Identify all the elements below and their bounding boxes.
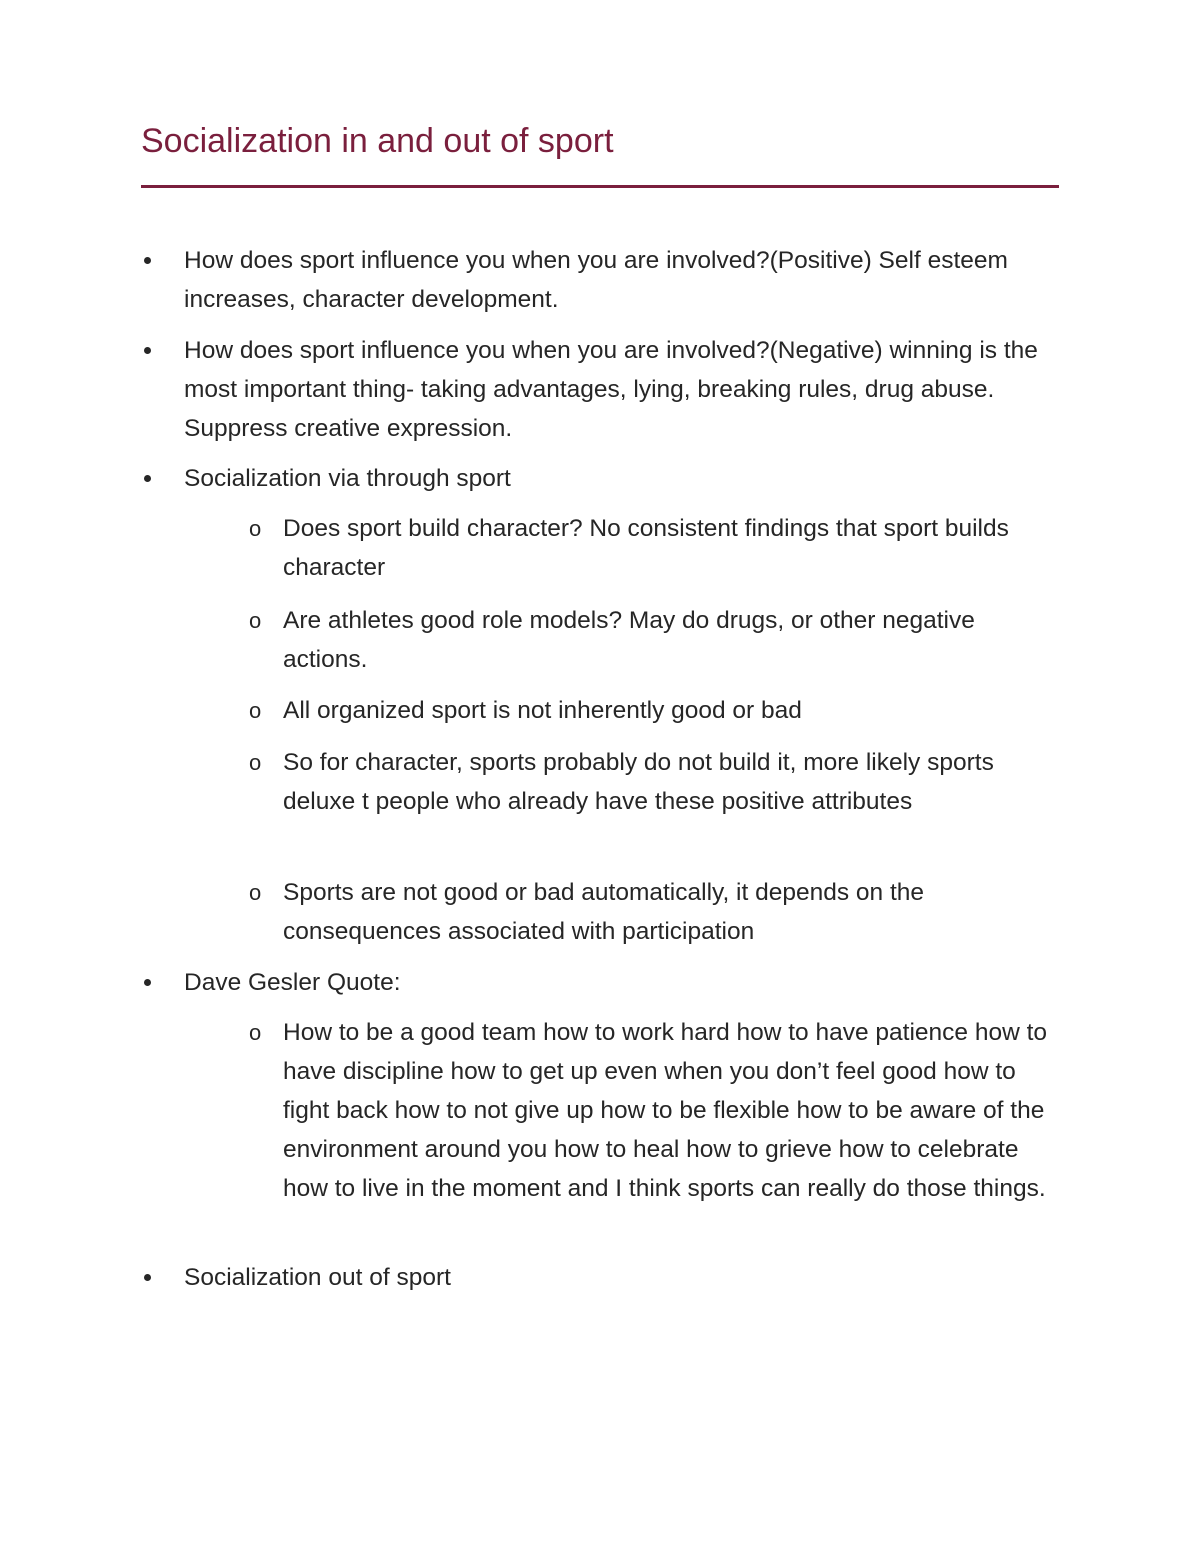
list-item-text: Socialization out of sport — [184, 1264, 451, 1291]
list-item-text: Dave Gesler Quote: — [184, 969, 401, 996]
sub-list-item — [249, 743, 1063, 821]
sub-list-item-text: Sports are not good or bad automatically, it depends on the consequences associated with participation — [283, 879, 925, 945]
list-item — [184, 1258, 1064, 1297]
sub-list-item-text: All organized sport is not inherently good or bad — [283, 697, 802, 724]
sub-list-item-text: How to be a good team how to work hard how to have patience how to have discipline how to get up even when you don’t feel good how to fight back how to not give up how to be flexible how to be aware of the environment around you how to heal how to grieve how to celebrate how to live in the moment and I think sports can really do those things. — [283, 1019, 1048, 1202]
circle-bullet-icon: o — [249, 698, 262, 723]
sub-list-item-text: Are athletes good role models? May do drugs, or other negative actions. — [283, 607, 975, 673]
list-item — [184, 459, 1064, 498]
list-item-text: Socialization via through sport — [184, 465, 511, 492]
sub-list-item — [249, 873, 1063, 951]
bullet-icon — [144, 347, 151, 354]
sub-list-item — [249, 691, 1063, 730]
bullet-icon — [144, 979, 151, 986]
circle-bullet-icon: o — [249, 750, 262, 775]
circle-bullet-icon: o — [249, 516, 262, 541]
list-item — [184, 331, 1064, 448]
list-item-text: How does sport influence you when you are involved?(Negative) winning is the most important thing- taking advantages, lying, breaking rules, drug abuse. Suppress creative expression. — [184, 337, 1038, 442]
list-item — [184, 241, 1064, 319]
sub-list-item — [249, 509, 1063, 587]
circle-bullet-icon: o — [249, 608, 262, 633]
bullet-icon — [144, 1274, 151, 1281]
circle-bullet-icon: o — [249, 880, 262, 905]
list-item-text: How does sport influence you when you are involved?(Positive) Self esteem increases, character development. — [184, 247, 1008, 313]
sub-list-item — [249, 1013, 1063, 1208]
bullet-icon — [144, 475, 151, 482]
page-title: Socialization in and out of sport — [141, 122, 614, 160]
sub-list-item-text: So for character, sports probably do not build it, more likely sports deluxe t people who already have these positive attributes — [283, 749, 994, 815]
circle-bullet-icon: o — [249, 1020, 262, 1045]
list-item — [184, 963, 1064, 1002]
sub-list-item — [249, 601, 1063, 679]
bullet-icon — [144, 257, 151, 264]
sub-list-item-text: Does sport build character? No consistent findings that sport builds character — [283, 515, 1009, 581]
title-underline-rule — [141, 185, 1059, 188]
